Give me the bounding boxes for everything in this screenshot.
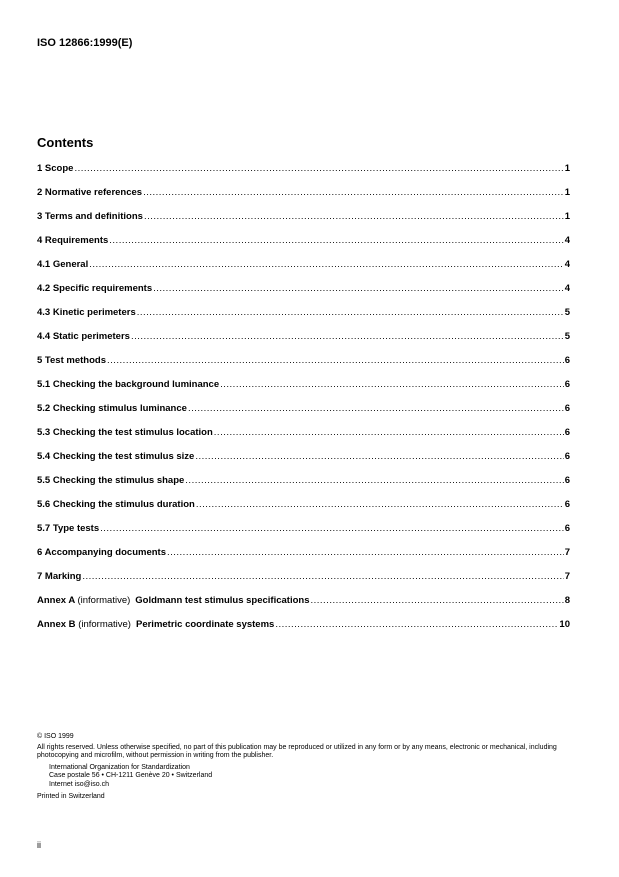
annex-title: Goldmann test stimulus specifications <box>135 595 310 606</box>
toc-entry[interactable] <box>37 283 570 307</box>
leader-dots <box>109 235 563 246</box>
toc-entry-page: 6 <box>564 355 570 366</box>
rights-statement: All rights reserved. Unless otherwise specified, no part of this publication may be reproduced or utilized in any form or by any means, electronic or mechanical, including photocopying and microfilm, without permission in writing from the publisher. <box>37 743 557 760</box>
leader-dots <box>196 499 564 510</box>
toc-entry-page: 6 <box>564 499 570 510</box>
toc-entry-label: 4.1 General <box>37 259 89 270</box>
toc-entry[interactable] <box>37 379 570 403</box>
toc-entry[interactable] <box>37 331 570 355</box>
toc-entry-page: 10 <box>559 619 570 630</box>
toc-entry-label: 2 Normative references <box>37 187 143 198</box>
annex-type: (informative) <box>78 619 131 630</box>
leader-dots <box>188 403 564 414</box>
leader-dots <box>153 283 564 294</box>
toc-entry-page: 5 <box>564 307 570 318</box>
leader-dots <box>310 595 563 606</box>
annex-label: Annex A <box>37 595 75 606</box>
copyright-line: © ISO 1999 <box>37 733 74 740</box>
toc-entry[interactable] <box>37 187 570 211</box>
toc-entry[interactable] <box>37 235 570 259</box>
toc-entry-label: 4 Requirements <box>37 235 109 246</box>
leader-dots <box>167 547 564 558</box>
toc-entry[interactable] <box>37 547 570 571</box>
toc-entry-page: 6 <box>564 523 570 534</box>
toc-entry-page: 6 <box>564 403 570 414</box>
toc-entry-page: 5 <box>564 331 570 342</box>
toc-entry-page: 4 <box>564 235 570 246</box>
toc-entry-label: 5.6 Checking the stimulus duration <box>37 499 195 510</box>
toc-entry[interactable] <box>37 307 570 331</box>
toc-entry-label: 1 Scope <box>37 163 74 174</box>
toc-entry[interactable] <box>37 403 570 427</box>
page-number: ii <box>37 840 41 850</box>
toc-entry[interactable] <box>37 163 570 187</box>
toc-entry[interactable] <box>37 523 570 547</box>
toc-entry-label: 3 Terms and definitions <box>37 211 143 222</box>
toc-annex-entry[interactable] <box>37 619 570 643</box>
organization-name: International Organization for Standardization <box>49 763 190 771</box>
toc-entry-label: 5.1 Checking the background luminance <box>37 379 220 390</box>
toc-annex-label <box>37 595 309 606</box>
toc-entry-label: 5.2 Checking stimulus luminance <box>37 403 187 414</box>
toc-entry[interactable] <box>37 211 570 235</box>
toc-entry-page: 6 <box>564 427 570 438</box>
toc-entry-page: 7 <box>564 547 570 558</box>
toc-entry-label: 5.3 Checking the test stimulus location <box>37 427 213 438</box>
toc-annex-entry[interactable] <box>37 595 570 619</box>
leader-dots <box>185 475 563 486</box>
toc-entry-page: 4 <box>564 259 570 270</box>
toc-entry[interactable] <box>37 451 570 475</box>
toc-entry-label: 5.7 Type tests <box>37 523 100 534</box>
annex-label: Annex B <box>37 619 76 630</box>
toc-entry[interactable] <box>37 475 570 499</box>
toc-entry[interactable] <box>37 427 570 451</box>
organization-internet: Internet iso@iso.ch <box>49 780 110 788</box>
leader-dots <box>131 331 564 342</box>
annex-title: Perimetric coordinate systems <box>135 619 275 630</box>
leader-dots <box>220 379 564 390</box>
toc-entry-page: 6 <box>564 475 570 486</box>
toc-annex-label <box>37 619 274 630</box>
toc-entry-page: 1 <box>564 163 570 174</box>
leader-dots <box>143 187 564 198</box>
toc-entry[interactable] <box>37 499 570 523</box>
organization-address: Case postale 56 • CH-1211 Genève 20 • Switzerland <box>49 772 213 780</box>
toc-entry-label: 6 Accompanying documents <box>37 547 166 558</box>
toc-entry-page: 8 <box>564 595 570 606</box>
table-of-contents <box>37 163 570 643</box>
leader-dots <box>275 619 558 630</box>
toc-entry-label: 4.4 Static perimeters <box>37 331 130 342</box>
toc-entry[interactable] <box>37 355 570 379</box>
leader-dots <box>107 355 564 366</box>
toc-entry[interactable] <box>37 571 570 595</box>
toc-entry-label: 7 Marking <box>37 571 82 582</box>
toc-entry-label: 5.5 Checking the stimulus shape <box>37 475 185 486</box>
toc-entry-label: 5 Test methods <box>37 355 106 366</box>
copyright-notice <box>37 733 582 801</box>
toc-entry-page: 4 <box>564 283 570 294</box>
leader-dots <box>74 163 563 174</box>
leader-dots <box>195 451 563 462</box>
leader-dots <box>214 427 564 438</box>
leader-dots <box>137 307 564 318</box>
toc-entry[interactable] <box>37 259 570 283</box>
toc-entry-page: 6 <box>564 379 570 390</box>
toc-entry-label: 4.3 Kinetic perimeters <box>37 307 136 318</box>
toc-entry-page: 1 <box>564 187 570 198</box>
toc-entry-page: 6 <box>564 451 570 462</box>
toc-entry-page: 1 <box>564 211 570 222</box>
leader-dots <box>100 523 564 534</box>
leader-dots <box>89 259 563 270</box>
leader-dots <box>82 571 563 582</box>
leader-dots <box>144 211 564 222</box>
toc-entry-page: 7 <box>564 571 570 582</box>
toc-entry-label: 4.2 Specific requirements <box>37 283 153 294</box>
document-id: ISO 12866:1999(E) <box>37 37 133 49</box>
printed-in: Printed in Switzerland <box>37 792 105 800</box>
contents-title: Contents <box>37 135 94 150</box>
annex-type: (informative) <box>77 595 131 606</box>
toc-entry-label: 5.4 Checking the test stimulus size <box>37 451 195 462</box>
